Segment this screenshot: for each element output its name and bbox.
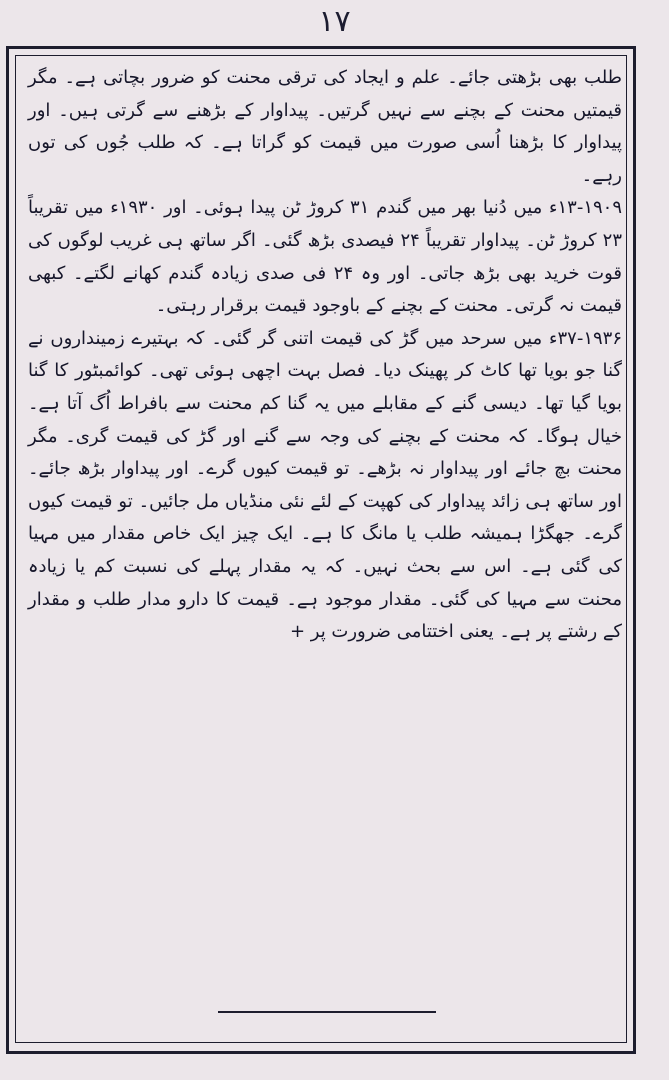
page-number: ١٧ — [318, 4, 351, 39]
paragraph-1: طلب بھی بڑھتی جائے۔ علم و ایجاد کی ترقی محنت کو ضرور بچاتی ہے۔ مگر قیمتیں محنت کے بچنے سے نہیں گرتیں۔ پیداوار کے بڑھنے سے گرتی ہیں۔ اور پیداوار کا بڑھنا اُسی صورت میں قیمت کو گراتا ہے۔ کہ طلب جُوں کی توں رہے۔ — [28, 67, 622, 186]
paragraph-2: ۱۳-۱۹۰۹ء میں دُنیا بھر میں گندم ۳۱ کروڑ ٹن پیدا ہوئی۔ اور ۱۹۳۰ء میں تقریباً ۲۳ کروڑ ٹن۔ پیداوار تقریباً ۲۴ فیصدی بڑھ گئی۔ اگر ساتھ ہی غریب لوگوں کی قوت خرید بھی بڑھ جاتی۔ اور وہ ۲۴ فی صدی زیادہ گندم کھانے لگتے۔ کبھی قیمت نہ گرتی۔ محنت کے بچنے کے باوجود قیمت برقرار رہتی۔ — [28, 197, 623, 317]
end-rule-divider — [218, 1011, 436, 1013]
paragraph-3: ۳۷-۱۹۳۶ء میں سرحد میں گڑ کی قیمت اتنی گر گئی۔ کہ بہتیرے زمینداروں نے گنا جو بویا تھا کاٹ کر پھینک دیا۔ فصل بہت اچھی ہوئی تھی۔ کوائمبٹور کا گنا بویا گیا تھا۔ دیسی گنے کے مقابلے میں یہ گنا کم محنت سے بافراط اُگ آتا ہے۔ خیال ہوگا۔ کہ محنت کے بچنے کی وجہ سے گنے اور گڑ کی قیمت گری۔ مگر محنت بچ جائے اور پیداوار نہ بڑھے۔ تو قیمت کیوں گرے۔ اور پیداوار بڑھ جائے۔ اور ساتھ ہی زائد پیداوار کی کھپت کے لئے نئی منڈیاں مل جائیں۔ تو قیمت کیوں گرے۔ جھگڑا ہمیشہ طلب یا مانگ کا ہے۔ ایک چیز ایک خاص مقدار میں مہیا کی گئی ہے۔ اس سے بحث نہیں۔ کہ یہ مقدار پہلے کی نسبت کم یا زیادہ محنت سے مہیا کی گئی۔ مقدار موجود ہے۔ قیمت کا دارو مدار طلب و مقدار کے رشتے پر ہے۔ یعنی اختتامی ضرورت پر + — [28, 327, 622, 643]
page-body-text — [28, 62, 622, 649]
